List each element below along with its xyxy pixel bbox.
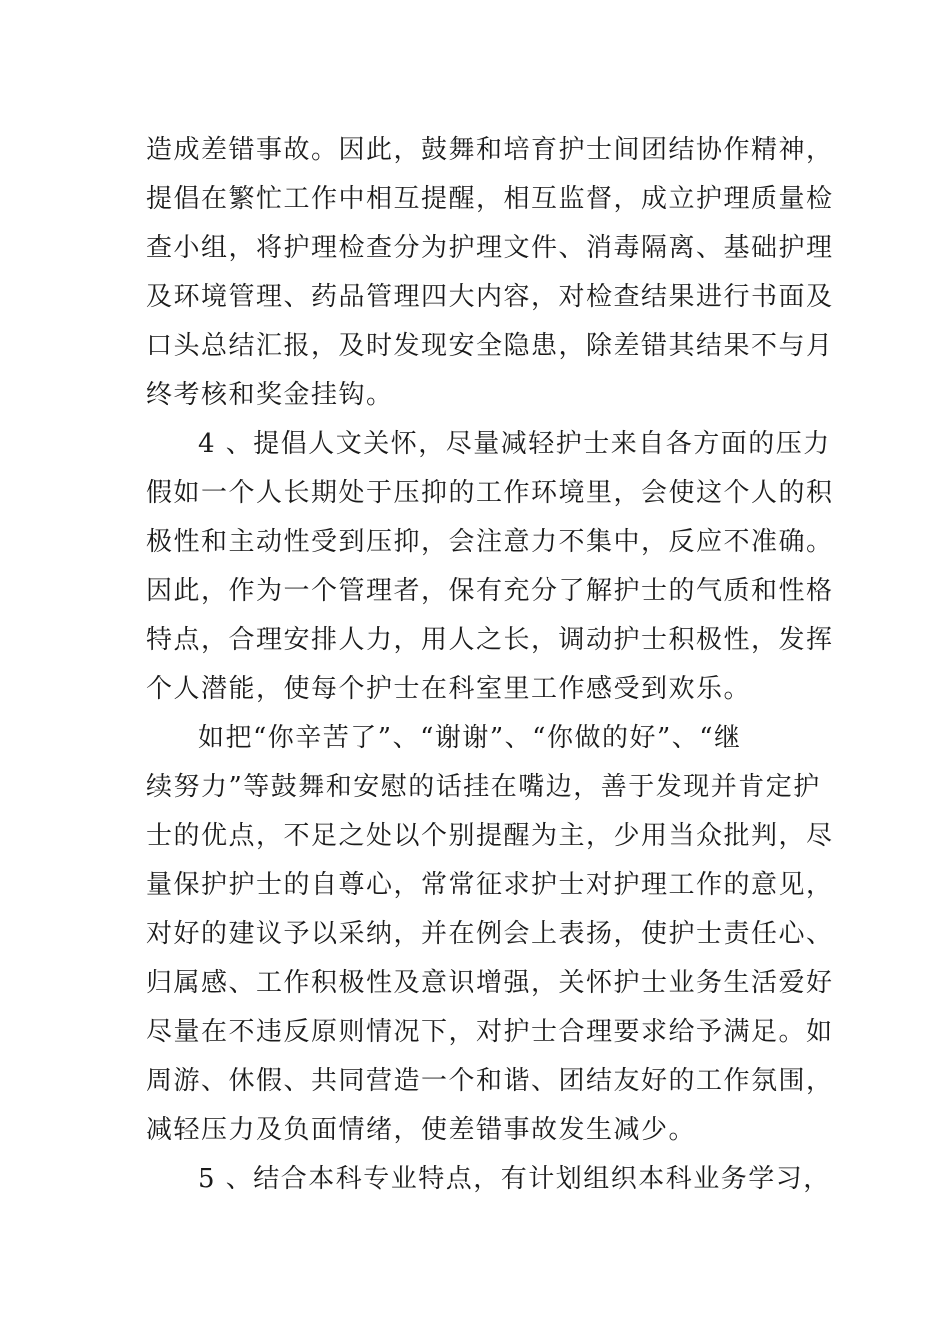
text-line: 减轻压力及负面情绪，使差错事故发生减少。: [146, 1115, 697, 1145]
text-line: 对好的建议予以采纳，并在例会上表扬，使护士责任心、: [146, 919, 834, 949]
text-line: 提倡在繁忙工作中相互提醒，相互监督，成立护理质量检: [146, 184, 834, 214]
text-line: 归属感、工作积极性及意识增强，关怀护士业务生活爱好: [146, 968, 834, 998]
text-line: 周游、休假、共同营造一个和谐、团结友好的工作氛围，: [146, 1066, 834, 1096]
text-line: 量保护护士的自尊心，常常征求护士对护理工作的意见，: [146, 870, 834, 900]
text-line: 终考核和奖金挂钩。: [146, 380, 394, 410]
text-line: 尽量在不违反原则情况下，对护士合理要求给予满足。如: [146, 1017, 834, 1047]
text-line: 特点，合理安排人力，用人之长，调动护士积极性，发挥: [146, 625, 834, 655]
text-line: 士的优点，不足之处以个别提醒为主，少用当众批判，尽: [146, 821, 834, 851]
text-line: 极性和主动性受到压抑，会注意力不集中，反应不准确。: [146, 527, 834, 557]
text-line: 续努力”等鼓舞和安慰的话挂在嘴边，善于发现并肯定护: [146, 772, 821, 802]
text-line: 因此，作为一个管理者，保有充分了解护士的气质和性格: [146, 576, 834, 606]
text-line: 5 、结合本科专业特点，有计划组织本科业务学习，: [198, 1164, 831, 1194]
text-line: 如把“你辛苦了”、“谢谢”、“你做的好”、“继: [198, 723, 742, 753]
text-line: 假如一个人长期处于压抑的工作环境里，会使这个人的积: [146, 478, 834, 508]
text-line: 个人潜能，使每个护士在科室里工作感受到欢乐。: [146, 674, 752, 704]
text-line: 及环境管理、药品管理四大内容，对检查结果进行书面及: [146, 282, 834, 312]
text-line: 造成差错事故。因此，鼓舞和培育护士间团结协作精神，: [146, 135, 834, 165]
text-line: 4 、提倡人文关怀，尽量减轻护士来自各方面的压力: [198, 429, 831, 459]
document-body: [146, 126, 834, 1204]
text-line: 查小组，将护理检查分为护理文件、消毒隔离、基础护理: [146, 233, 834, 263]
text-line: 口头总结汇报，及时发现安全隐患，除差错其结果不与月: [146, 331, 834, 361]
